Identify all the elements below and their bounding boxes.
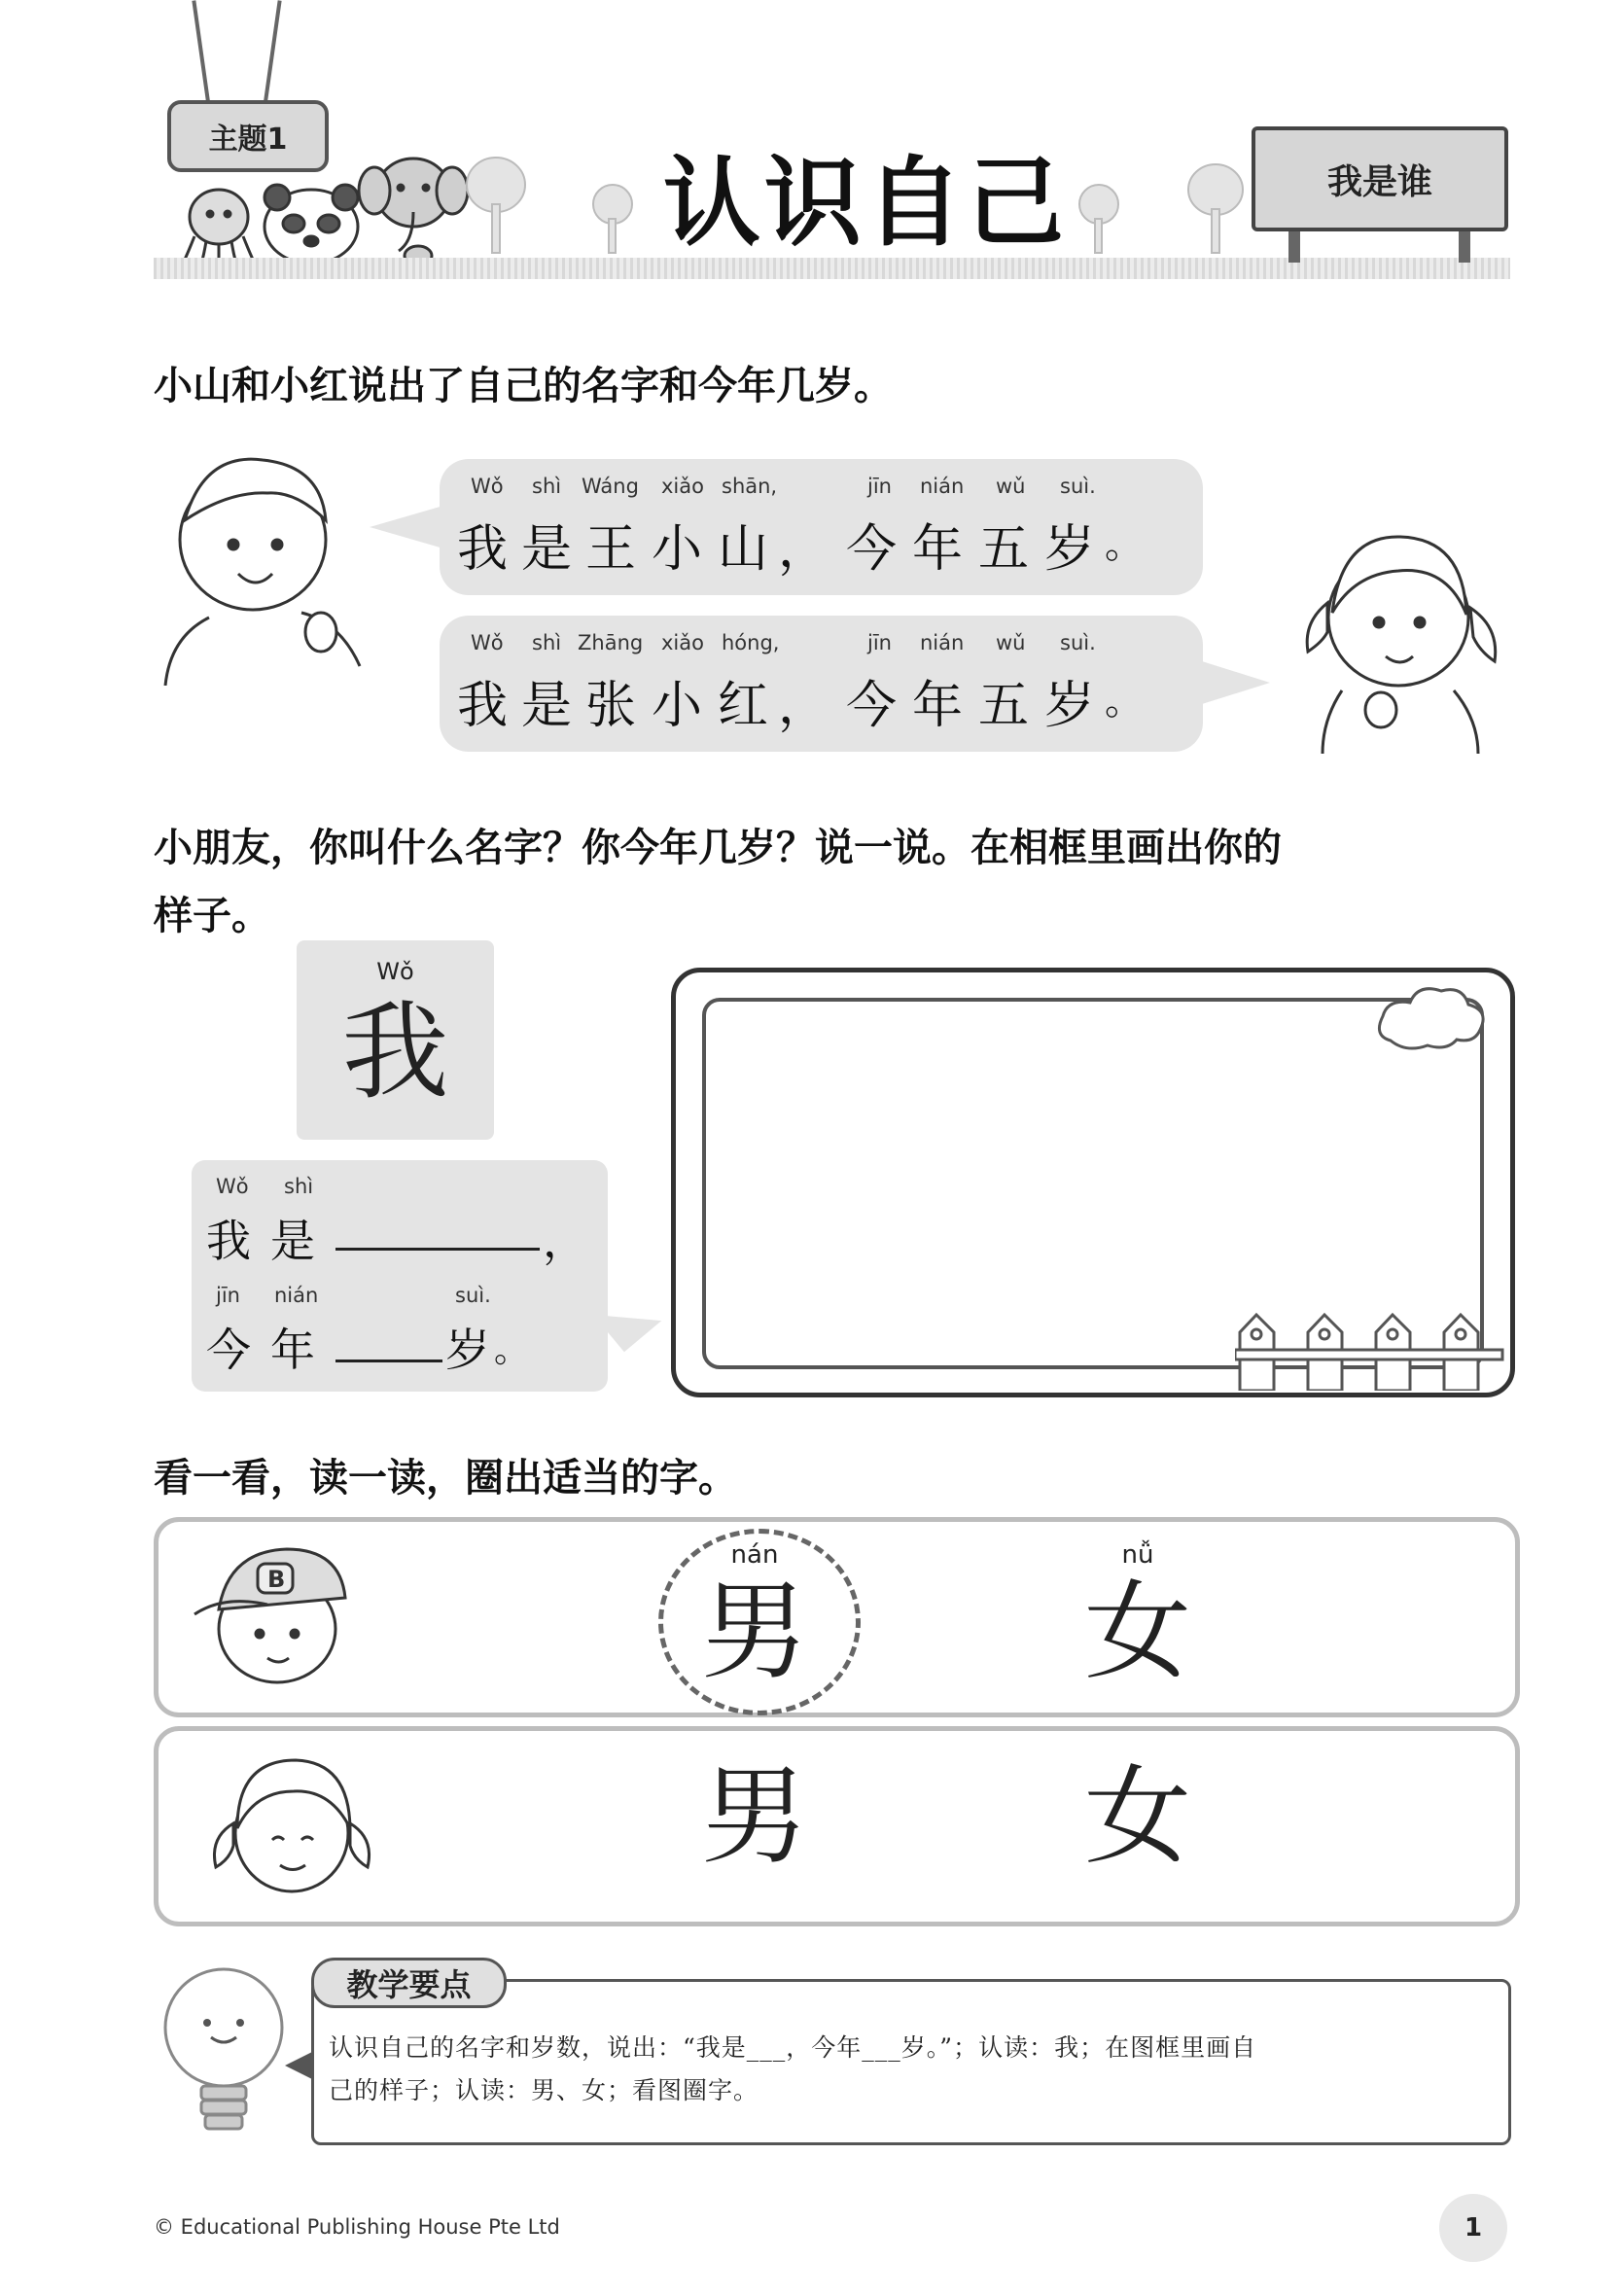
hanzi: 五	[978, 677, 1030, 735]
hanzi: 。	[1105, 522, 1144, 567]
pinyin: Zhāng	[578, 631, 644, 654]
sign-rope-right	[263, 0, 281, 106]
pinyin: jīn	[867, 475, 892, 498]
hanzi: 年	[270, 1324, 315, 1376]
hanzi: ，	[778, 677, 829, 735]
teaching-note-line2: 己的样子；认读：男、女；看图圈字。	[329, 2076, 759, 2104]
pinyin: jīn	[867, 631, 892, 654]
boy-cap-illustration	[190, 1537, 365, 1692]
pinyin: shì	[284, 1175, 314, 1198]
pinyin: shì	[532, 631, 562, 654]
pinyin: Wáng	[582, 475, 639, 498]
page-title: 认识自己	[663, 146, 1068, 260]
hanzi: 张	[585, 677, 637, 735]
choice-male[interactable]: 男	[701, 1754, 808, 1879]
pinyin: xiǎo	[661, 475, 704, 498]
choice-male[interactable]: 男	[701, 1570, 808, 1694]
hanzi: 岁	[445, 1324, 490, 1376]
choice-female[interactable]: 女	[1084, 1570, 1191, 1694]
hanzi: 今	[846, 677, 898, 735]
pinyin: nián	[920, 475, 965, 498]
char-card	[297, 940, 494, 1140]
choice1-pinyin: nán	[730, 1540, 779, 1570]
girl-bubble-tail	[1202, 661, 1270, 704]
girl-illustration	[1284, 525, 1517, 759]
pinyin: jīn	[216, 1284, 240, 1307]
pinyin: suì.	[455, 1284, 491, 1307]
hanzi: 。	[494, 1330, 530, 1370]
svg-text:B: B	[267, 1566, 286, 1593]
elephant-icon	[359, 159, 468, 265]
hanzi: 岁	[1044, 677, 1096, 735]
hanzi: 山	[718, 520, 769, 579]
teaching-note-label: 教学要点	[311, 1958, 507, 2008]
page-number: 1	[1464, 2213, 1483, 2243]
panda-icon	[265, 185, 358, 264]
cloud-icon	[1371, 982, 1488, 1060]
hanzi: 我	[206, 1215, 251, 1267]
pinyin: wǔ	[996, 631, 1026, 654]
hanzi: 年	[912, 677, 964, 735]
boy-speech-line	[440, 459, 1203, 595]
fence-icon	[1235, 1303, 1507, 1391]
hanzi: 是	[521, 677, 573, 735]
hanzi: 是	[521, 520, 573, 579]
pinyin: shān,	[722, 475, 778, 498]
hanzi: 王	[585, 520, 637, 579]
pinyin: nián	[274, 1284, 319, 1307]
pinyin: nián	[920, 631, 965, 654]
theme-label: 主题1	[208, 123, 288, 157]
hanzi: 我	[457, 520, 509, 579]
hanzi: 今	[846, 520, 898, 579]
hanzi: ，	[543, 1215, 587, 1267]
pinyin: shì	[532, 475, 562, 498]
hanzi: 我	[457, 677, 509, 735]
octopus-icon	[183, 190, 255, 267]
section2-heading-line1: 小朋友，你叫什么名字？你今年几岁？说一说。在相框里画出你的	[154, 826, 1282, 870]
fill-in-bubble	[192, 1160, 608, 1392]
sign-rope-left	[192, 0, 210, 106]
char-card-pinyin: Wǒ	[376, 958, 414, 985]
section1-heading: 小山和小红说出了自己的名字和今年几岁。	[154, 364, 893, 408]
hanzi: 红	[718, 677, 769, 735]
choice-female[interactable]: 女	[1084, 1754, 1191, 1879]
pinyin: suì.	[1060, 631, 1096, 654]
hanzi: 小	[652, 677, 703, 735]
hanzi: ，	[778, 520, 829, 579]
pinyin: wǔ	[996, 475, 1026, 498]
pinyin: xiǎo	[661, 631, 704, 654]
char-card-hanzi: 我	[341, 990, 449, 1114]
note-box-tail	[285, 2052, 312, 2079]
boy-bubble-tail	[370, 506, 443, 548]
hanzi: 是	[270, 1215, 315, 1267]
pinyin: hóng,	[722, 631, 780, 654]
hanzi: 今	[206, 1324, 251, 1376]
name-blank-line[interactable]	[335, 1248, 540, 1251]
hanzi: 五	[978, 520, 1030, 579]
pinyin: Wǒ	[471, 475, 504, 498]
section2-heading-line2: 样子。	[154, 894, 270, 938]
topic-sign	[1252, 126, 1508, 231]
girl-pigtails-illustration	[204, 1750, 379, 1906]
hanzi: 岁	[1044, 520, 1096, 579]
section3-heading: 看一看，读一读，圈出适当的字。	[154, 1456, 737, 1501]
hanzi: 年	[912, 520, 964, 579]
copyright: © Educational Publishing House Pte Ltd	[154, 2215, 560, 2239]
teaching-note-line1: 认识自己的名字和岁数，说出：“我是___，今年___岁。”；认读：我；在图框里画自	[329, 2033, 1257, 2062]
page-number-badge	[1439, 2194, 1507, 2262]
pinyin: Wǒ	[471, 631, 504, 654]
girl-speech-line	[440, 616, 1203, 752]
hanzi: 小	[652, 520, 703, 579]
boy-illustration	[156, 452, 370, 686]
age-blank-line[interactable]	[335, 1360, 442, 1362]
lightbulb-icon	[151, 1955, 297, 2149]
animals-illustration	[175, 144, 486, 270]
topic-label: 我是谁	[1326, 161, 1432, 202]
pinyin: suì.	[1060, 475, 1096, 498]
choice2-pinyin: nǚ	[1121, 1540, 1154, 1570]
pinyin: Wǒ	[216, 1175, 249, 1198]
hanzi: 。	[1105, 679, 1144, 724]
